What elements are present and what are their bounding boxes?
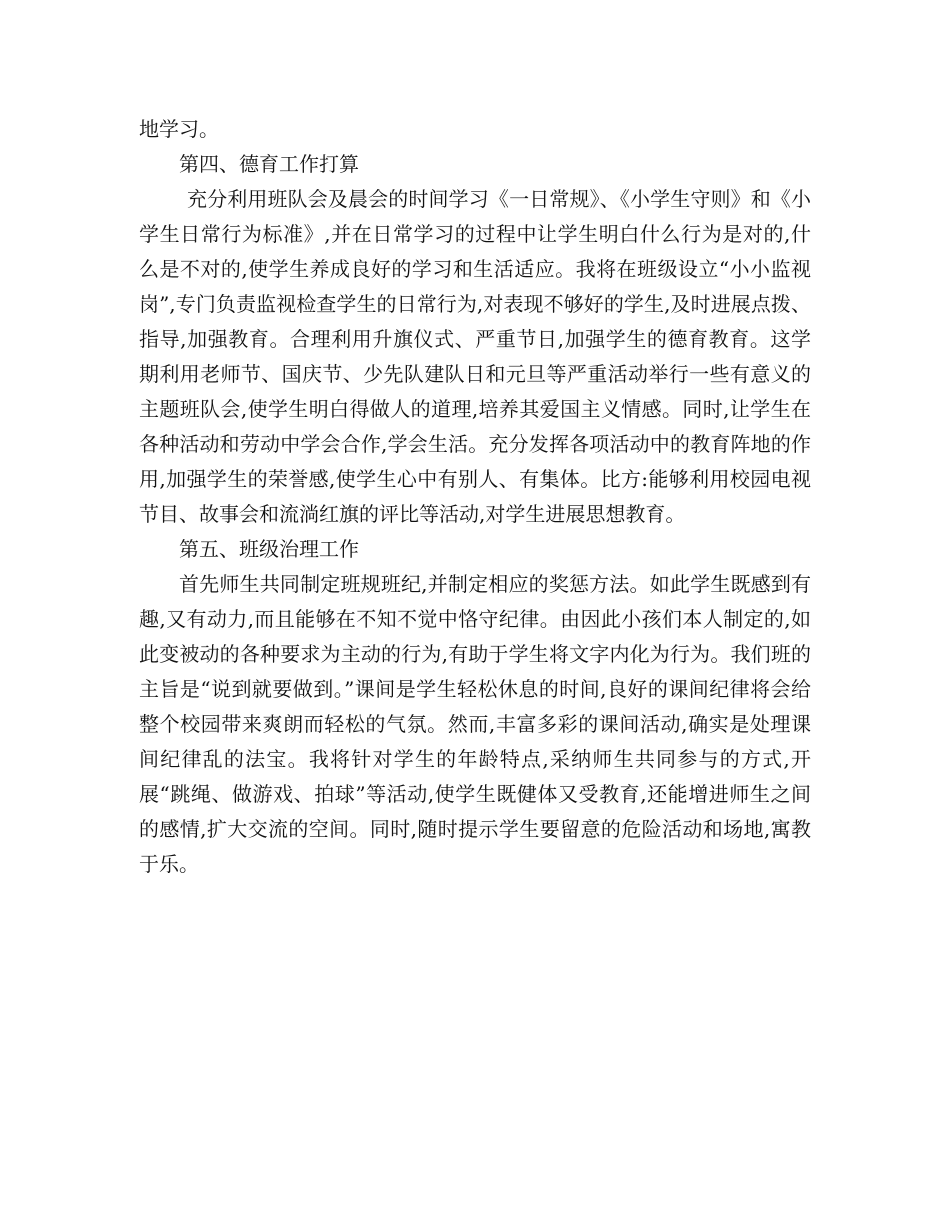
paragraph-moral-education: 充分利用班队会及晨会的时间学习《一日常规》、《小学生守则》和《小学生日常行为标准》,并在日常学习的过程中让学生明白什么行为是对的,什么是不对的,使学生养成良好的学习和生活适应。我将在班级设立“小小监视岗”,专门负责监视检查学生的日常行为,对表现不够好的学生,及时进展点拨、指导,加强教育。合理利用升旗仪式、严重节日,加强学生的德育教育。这学期利用老师节、国庆节、少先队建队日和元旦等严重活动举行一些有意义的主题班队会,使学生明白得做人的道理,培养其爱国主义情感。同时,让学生在各种活动和劳动中学会合作,学会生活。充分发挥各项活动中的教育阵地的作用,加强学生的荣誉感,使学生心中有别人、有集体。比方:能够利用校园电视节目、故事会和流淌红旗的评比等活动,对学生进展思想教育。 [139,187,811,526]
paragraph-continuation: 地学习。 [139,117,219,141]
section-heading-class-management: 第五、班级治理工作 [179,537,359,561]
paragraph-class-management: 首先师生共同制定班规班纪,并制定相应的奖惩方法。如此学生既感到有趣,又有动力,而且能够在不知不觉中恪守纪律。由因此小孩们本人制定的,如此变被动的各种要求为主动的行为,有助于学生将文字内化为行为。我们班的主旨是“说到就要做到。”课间是学生轻松休息的时间,良好的课间纪律将会给整个校园带来爽朗而轻松的气氛。然而,丰富多彩的课间活动,确实是处理课间纪律乱的法宝。我将针对学生的年龄特点,采纳师生共同参与的方式,开展“跳绳、做游戏、拍球”等活动,使学生既健体又受教育,还能增进师生之间的感情,扩大交流的空间。同时,随时提示学生要留意的危险活动和场地,寓教于乐。 [139,572,811,876]
document-body [139,112,811,882]
section-heading-moral-education: 第四、德育工作打算 [179,152,359,176]
